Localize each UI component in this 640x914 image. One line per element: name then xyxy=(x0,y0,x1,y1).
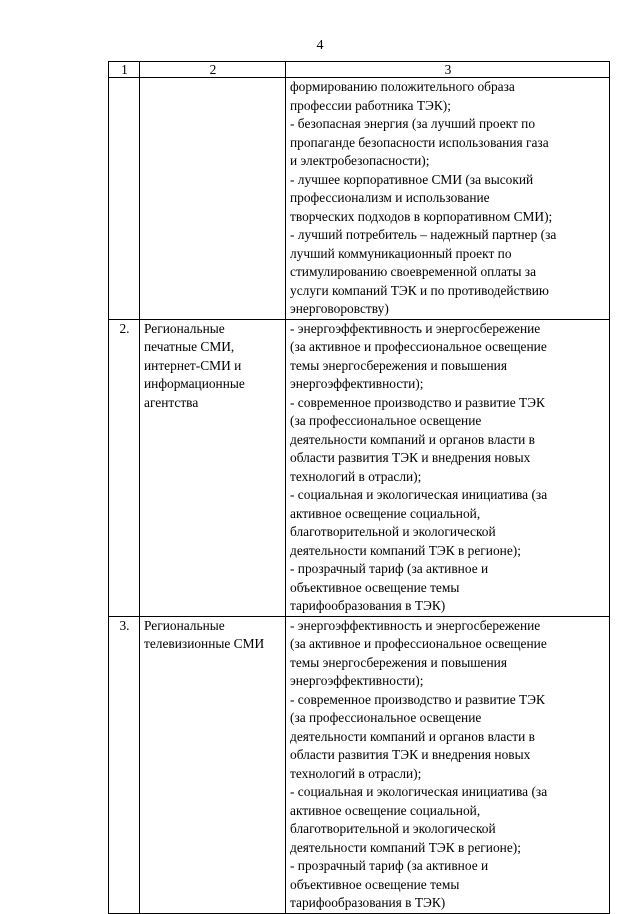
description-line: благотворительной и экологической xyxy=(290,821,496,836)
description-line: активное освещение социальной, xyxy=(290,505,481,521)
row-description-cell xyxy=(286,319,610,616)
description-line: технологий в отрасли); xyxy=(290,765,422,781)
description-line: технологий в отрасли); xyxy=(290,468,422,484)
description-line: - социальная и экологическая инициатива (за xyxy=(290,487,548,502)
row-title-cell xyxy=(140,319,286,616)
title-line: печатные СМИ, xyxy=(144,339,235,354)
description-line: творческих подходов в корпоративном СМИ); xyxy=(290,208,553,224)
title-line: интернет-СМИ и xyxy=(144,357,242,373)
row-number-cell: 3. xyxy=(109,616,140,913)
description-line: благотворительной и экологической xyxy=(290,524,496,539)
description-line: - прозрачный тариф (за активное и xyxy=(290,858,489,873)
page-number: 4 xyxy=(316,38,324,53)
description-line: - энергоэффективность и энергосбережение xyxy=(290,617,541,633)
table-header-row xyxy=(109,62,610,78)
description-line: деятельности компаний ТЭК в регионе); xyxy=(290,542,521,558)
description-line: - современное производство и развитие ТЭК xyxy=(290,394,545,410)
table-row xyxy=(109,616,610,913)
title-line: телевизионные СМИ xyxy=(144,636,265,651)
table-row xyxy=(109,78,610,320)
description-line: области развития ТЭК и внедрения новых xyxy=(290,747,531,762)
description-line: энерговоровству) xyxy=(290,301,389,316)
title-line: информационные xyxy=(144,376,245,391)
description-line: (за профессиональное освещение xyxy=(290,710,482,725)
description-line: объективное освещение темы xyxy=(290,579,460,595)
table-row xyxy=(109,319,610,616)
description-line: пропаганде безопасности использования газа xyxy=(290,134,549,150)
column-header-2: 2 xyxy=(140,62,286,78)
description-line: формированию положительного образа xyxy=(290,79,515,94)
description-line: активное освещение социальной, xyxy=(290,802,481,818)
title-line: Региональные xyxy=(144,617,225,633)
description-line: энергоэффективности); xyxy=(290,376,424,391)
description-line: области развития ТЭК и внедрения новых xyxy=(290,450,531,465)
description-line: профессии работника ТЭК); xyxy=(290,97,451,113)
description-line: - современное производство и развитие ТЭК xyxy=(290,691,545,707)
row-number-cell: 2. xyxy=(109,319,140,616)
column-header-3: 3 xyxy=(286,62,610,78)
row-title-cell xyxy=(140,78,286,320)
description-line: - прозрачный тариф (за активное и xyxy=(290,561,489,576)
row-description-cell xyxy=(286,78,610,320)
description-line: - безопасная энергия (за лучший проект по xyxy=(290,116,536,131)
description-line: деятельности компаний ТЭК в регионе); xyxy=(290,839,521,855)
description-line: (за активное и профессиональное освещение xyxy=(290,339,547,354)
description-line: услуги компаний ТЭК и по противодействию xyxy=(290,282,549,298)
description-line: энергоэффективности); xyxy=(290,673,424,688)
title-line: агентства xyxy=(144,394,199,410)
description-line: - лучший потребитель – надежный партнер (за xyxy=(290,227,557,242)
column-header-1: 1 xyxy=(109,62,140,78)
row-number-cell xyxy=(109,78,140,320)
row-description-cell xyxy=(286,616,610,913)
description-line: темы энергосбережения и повышения xyxy=(290,357,507,373)
description-line: деятельности компаний и органов власти в xyxy=(290,728,535,744)
description-line: темы энергосбережения и повышения xyxy=(290,654,507,670)
description-line: стимулированию своевременной оплаты за xyxy=(290,264,537,279)
description-line: лучший коммуникационный проект по xyxy=(290,245,512,261)
nomination-table xyxy=(108,61,610,914)
description-line: тарифообразования в ТЭК) xyxy=(290,895,446,910)
description-line: профессионализм и использование xyxy=(290,190,490,205)
description-line: - лучшее корпоративное СМИ (за высокий xyxy=(290,171,534,187)
description-line: объективное освещение темы xyxy=(290,876,460,892)
description-line: и электробезопасности); xyxy=(290,153,430,168)
title-line: Региональные xyxy=(144,320,225,336)
description-line: (за активное и профессиональное освещение xyxy=(290,636,547,651)
row-title-cell xyxy=(140,616,286,913)
description-line: (за профессиональное освещение xyxy=(290,413,482,428)
description-line: деятельности компаний и органов власти в xyxy=(290,431,535,447)
description-line: - социальная и экологическая инициатива (за xyxy=(290,784,548,799)
description-line: - энергоэффективность и энергосбережение xyxy=(290,320,541,336)
description-line: тарифообразования в ТЭК) xyxy=(290,598,446,613)
